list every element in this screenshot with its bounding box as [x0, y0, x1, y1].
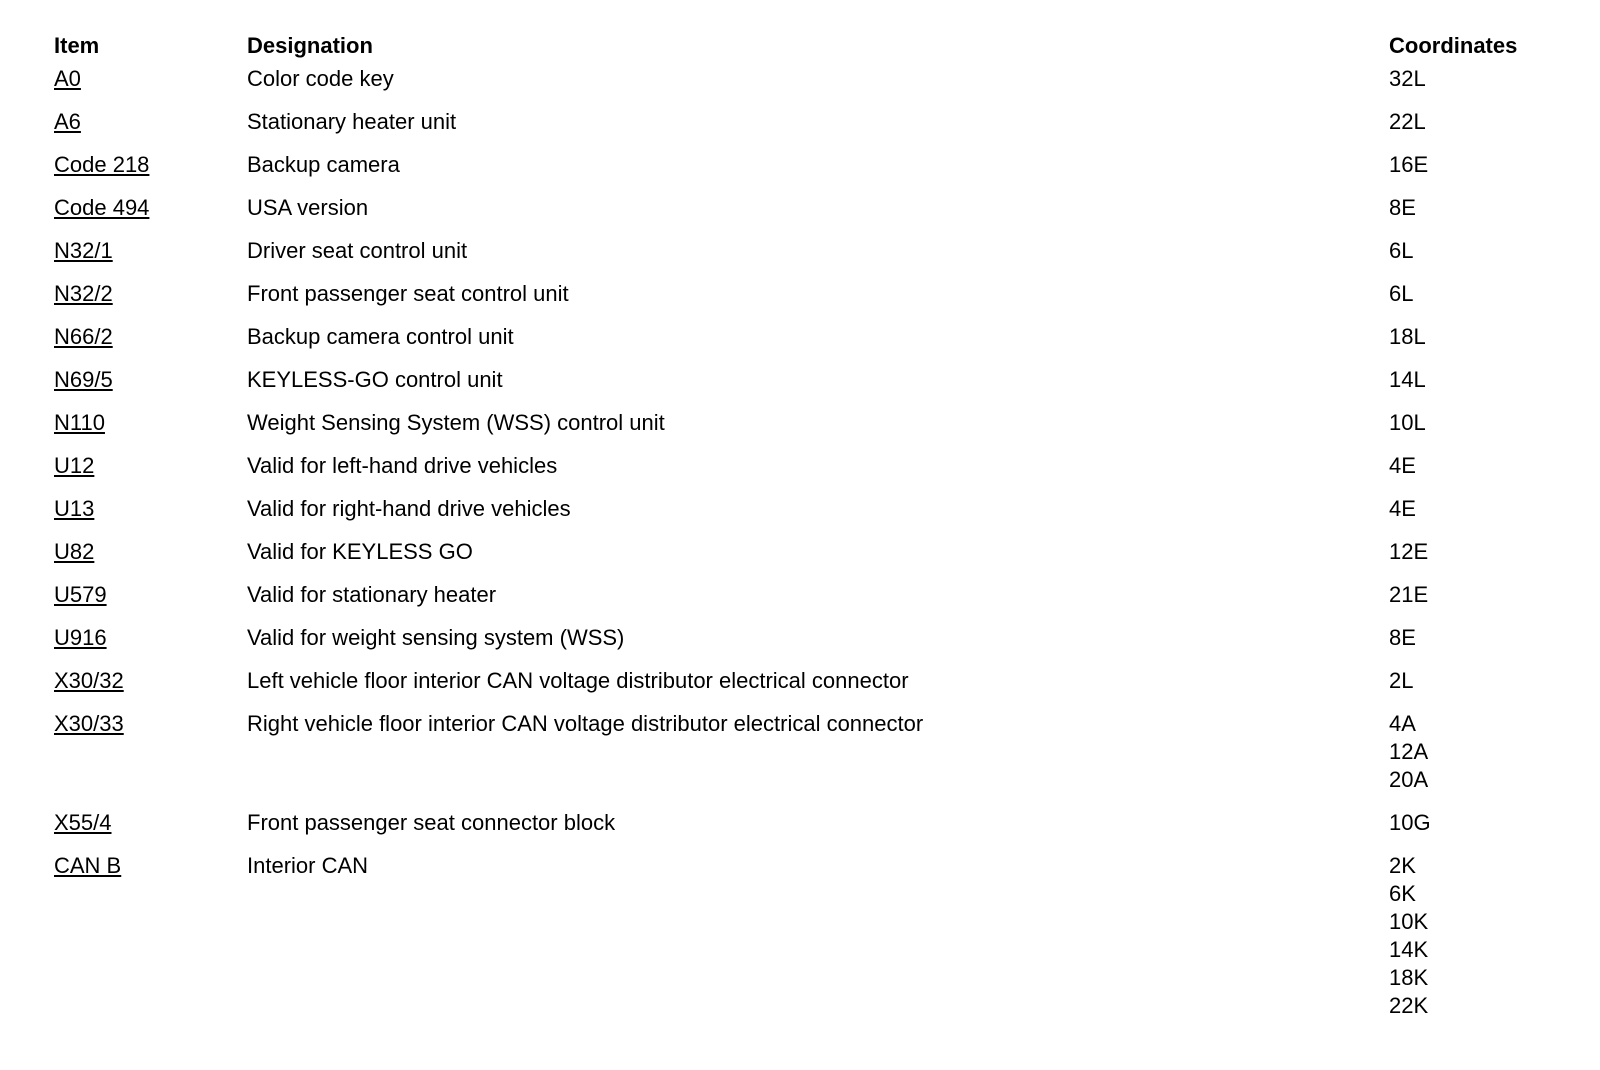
designation-cell: Valid for right-hand drive vehicles [247, 496, 571, 521]
coordinates-cell [1389, 852, 1574, 1035]
table-row [54, 809, 1574, 852]
designation-cell: Interior CAN [247, 853, 369, 878]
table-row [54, 852, 1574, 1035]
item-cell [54, 581, 247, 624]
table-header-row [54, 29, 1574, 65]
item-cell [54, 667, 247, 710]
coordinates-cell [1389, 323, 1574, 366]
coordinate-value: 8E [1389, 625, 1416, 650]
coordinate-value: 20A [1389, 767, 1429, 792]
item-link[interactable]: N32/1 [54, 238, 113, 263]
table-row [54, 108, 1574, 151]
coordinate-value: 4E [1389, 496, 1416, 521]
coordinate-value: 10K [1389, 909, 1429, 934]
coordinate-value: 12E [1389, 539, 1429, 564]
coordinates-cell [1389, 624, 1574, 667]
table-row [54, 194, 1574, 237]
item-cell [54, 409, 247, 452]
coordinates-cell [1389, 538, 1574, 581]
designation-cell: Valid for stationary heater [247, 582, 497, 607]
item-cell [54, 108, 247, 151]
coordinate-value: 4A [1389, 711, 1416, 736]
coordinates-cell [1389, 65, 1574, 108]
item-cell [54, 237, 247, 280]
item-cell [54, 710, 247, 809]
coordinate-value: 6L [1389, 238, 1414, 263]
table-row [54, 538, 1574, 581]
item-link[interactable]: U82 [54, 539, 95, 564]
designation-cell: Valid for KEYLESS GO [247, 539, 473, 564]
table-row [54, 624, 1574, 667]
table-row [54, 65, 1574, 108]
coordinates-cell [1389, 194, 1574, 237]
coordinates-cell [1389, 581, 1574, 624]
designation-cell: Front passenger seat connector block [247, 810, 616, 835]
item-cell [54, 495, 247, 538]
item-link[interactable]: N69/5 [54, 367, 113, 392]
coordinate-value: 12A [1389, 739, 1429, 764]
table-row [54, 710, 1574, 809]
table-row [54, 280, 1574, 323]
coordinate-value: 8E [1389, 195, 1416, 220]
item-link[interactable]: Code 494 [54, 195, 150, 220]
coordinates-cell [1389, 495, 1574, 538]
designation-cell: Valid for left-hand drive vehicles [247, 453, 558, 478]
table-row [54, 409, 1574, 452]
coordinate-value: 32L [1389, 66, 1426, 91]
item-link[interactable]: U916 [54, 625, 107, 650]
item-cell [54, 151, 247, 194]
table-row [54, 452, 1574, 495]
coordinate-value: 4E [1389, 453, 1416, 478]
table-row [54, 151, 1574, 194]
item-link[interactable]: N32/2 [54, 281, 113, 306]
item-cell [54, 194, 247, 237]
item-cell [54, 852, 247, 1035]
item-link[interactable]: CAN B [54, 853, 122, 878]
item-cell [54, 366, 247, 409]
coordinates-cell [1389, 667, 1574, 710]
header-designation: Designation [247, 33, 373, 58]
item-link[interactable]: X55/4 [54, 810, 112, 835]
designation-cell: USA version [247, 195, 369, 220]
coordinate-value: 18L [1389, 324, 1426, 349]
coordinate-value: 10G [1389, 810, 1431, 835]
component-legend-table [54, 29, 1574, 1035]
table-row [54, 495, 1574, 538]
designation-cell: Weight Sensing System (WSS) control unit [247, 410, 665, 435]
table-row [54, 237, 1574, 280]
designation-cell: Driver seat control unit [247, 238, 468, 263]
coordinate-value: 14L [1389, 367, 1426, 392]
table-row [54, 366, 1574, 409]
item-cell [54, 452, 247, 495]
item-cell [54, 809, 247, 852]
item-link[interactable]: U12 [54, 453, 95, 478]
coordinate-value: 10L [1389, 410, 1426, 435]
designation-cell: Valid for weight sensing system (WSS) [247, 625, 625, 650]
coordinates-cell [1389, 108, 1574, 151]
coordinate-value: 22K [1389, 993, 1429, 1018]
item-link[interactable]: N66/2 [54, 324, 113, 349]
coordinate-value: 14K [1389, 937, 1429, 962]
designation-cell: Right vehicle floor interior CAN voltage distributor electrical connector [247, 711, 924, 736]
item-link[interactable]: A6 [54, 109, 81, 134]
item-link[interactable]: N110 [54, 410, 105, 435]
coordinates-cell [1389, 809, 1574, 852]
coordinates-cell [1389, 409, 1574, 452]
coordinate-value: 2K [1389, 853, 1416, 878]
coordinate-value: 18K [1389, 965, 1429, 990]
designation-cell: Backup camera [247, 152, 400, 177]
item-link[interactable]: X30/33 [54, 711, 124, 736]
item-cell [54, 65, 247, 108]
item-cell [54, 280, 247, 323]
coordinates-cell [1389, 710, 1574, 809]
coordinate-value: 21E [1389, 582, 1429, 607]
coordinates-cell [1389, 280, 1574, 323]
item-cell [54, 323, 247, 366]
designation-cell: Front passenger seat control unit [247, 281, 569, 306]
coordinate-value: 22L [1389, 109, 1426, 134]
designation-cell: Stationary heater unit [247, 109, 457, 134]
designation-cell: KEYLESS-GO control unit [247, 367, 503, 392]
item-link[interactable]: Code 218 [54, 152, 150, 177]
header-item: Item [54, 33, 100, 58]
coordinate-value: 6L [1389, 281, 1414, 306]
item-link[interactable]: U13 [54, 496, 95, 521]
table-row [54, 323, 1574, 366]
coordinates-cell [1389, 237, 1574, 280]
designation-cell: Backup camera control unit [247, 324, 514, 349]
header-coordinates: Coordinates [1389, 33, 1518, 58]
coordinates-cell [1389, 452, 1574, 495]
item-link[interactable]: A0 [54, 66, 81, 91]
designation-cell: Left vehicle floor interior CAN voltage distributor electrical connector [247, 668, 909, 693]
coordinate-value: 2L [1389, 668, 1414, 693]
coordinates-cell [1389, 366, 1574, 409]
coordinate-value: 6K [1389, 881, 1416, 906]
item-link[interactable]: X30/32 [54, 668, 124, 693]
table-body [54, 65, 1574, 1035]
item-link[interactable]: U579 [54, 582, 107, 607]
coordinates-cell [1389, 151, 1574, 194]
designation-cell: Color code key [247, 66, 394, 91]
table-row [54, 667, 1574, 710]
item-cell [54, 624, 247, 667]
coordinate-value: 16E [1389, 152, 1429, 177]
item-cell [54, 538, 247, 581]
table-row [54, 581, 1574, 624]
